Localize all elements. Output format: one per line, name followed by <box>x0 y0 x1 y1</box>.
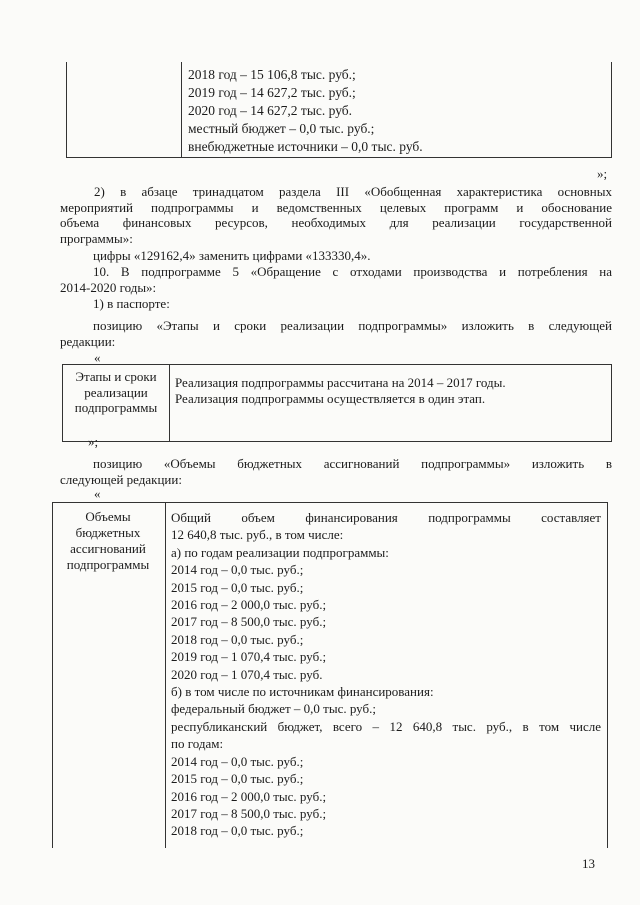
closing-quote: »; <box>88 434 99 449</box>
table-line: местный бюджет – 0,0 тыс. руб.; <box>188 121 375 136</box>
table-line: 2014 год – 0,0 тыс. руб.; <box>171 562 304 578</box>
table-line: республиканский бюджет, всего – 12 640,8 тыс. руб., в том числе <box>171 718 601 734</box>
paragraph-line: 10. В подпрограмме 5 «Обращение с отходами производства и потребления на <box>93 264 612 279</box>
table-line: 2018 год – 15 106,8 тыс. руб.; <box>188 67 356 82</box>
table-line: по годам: <box>171 736 224 752</box>
open-quote: « <box>94 486 101 501</box>
table-line: 2014 год – 0,0 тыс. руб.; <box>171 753 304 769</box>
paragraph-line: мероприятий подпрограммы и ведомственных целевых программ и обоснование <box>60 199 612 215</box>
table-line: 2020 год – 14 627,2 тыс. руб. <box>188 103 353 118</box>
table-line: 2020 год – 1 070,4 тыс. руб. <box>171 666 323 682</box>
table-left-cell <box>63 369 169 416</box>
paragraph-item-2 <box>60 184 612 246</box>
table-right-cell <box>188 66 598 156</box>
table-left-cell <box>55 509 161 573</box>
table-line: бюджетных <box>75 525 141 540</box>
table-line: ассигнований <box>70 541 146 556</box>
table-line: 2016 год – 2 000,0 тыс. руб.; <box>171 788 327 804</box>
table-line: Объемы <box>85 509 131 524</box>
paragraph-line: объема финансовых ресурсов, необходимых для реализации государственной <box>60 215 612 230</box>
table-right-cell <box>175 375 605 406</box>
paragraph-line: следующей редакции: <box>60 471 182 487</box>
table-line: б) в том числе по источникам финансирования: <box>171 684 434 700</box>
page-number: 13 <box>582 856 595 871</box>
table-line: 2019 год – 1 070,4 тыс. руб.; <box>171 649 327 665</box>
table-divider <box>169 365 170 441</box>
table-right-cell <box>171 509 601 840</box>
closing-quote: »; <box>597 166 608 181</box>
paragraph-line: редакции: <box>60 333 116 349</box>
table-line: 2017 год – 8 500,0 тыс. руб.; <box>171 614 327 630</box>
stages-table <box>62 364 612 442</box>
table-line: 2015 год – 0,0 тыс. руб.; <box>171 771 304 787</box>
paragraph-item-10 <box>60 264 612 295</box>
table-line: Реализация подпрограммы рассчитана на 2014 – 2017 годы. <box>175 375 506 390</box>
digits-replacement: цифры «129162,4» заменить цифрами «133330,4». <box>93 248 371 263</box>
table-line: 2019 год – 14 627,2 тыс. руб.; <box>188 85 356 100</box>
table-line: подпрограммы <box>66 557 150 572</box>
open-quote: « <box>94 350 101 365</box>
table-line: реализации <box>84 384 148 400</box>
position-stages-paragraph <box>60 318 612 349</box>
table-line: а) по годам реализации подпрограммы: <box>171 544 389 560</box>
table-line: 2016 год – 2 000,0 тыс. руб.; <box>171 597 327 613</box>
volumes-table <box>52 502 608 848</box>
paragraph-line: позицию «Объемы бюджетных ассигнований подпрограммы» изложить в <box>93 456 612 471</box>
paragraph-line: 2) в абзаце тринадцатом раздела III «Обобщенная характеристика основных <box>94 184 612 199</box>
table-line: федеральный бюджет – 0,0 тыс. руб.; <box>171 701 376 717</box>
table-line: 2017 год – 8 500,0 тыс. руб.; <box>171 805 327 821</box>
table-line: подпрограммы <box>74 400 158 415</box>
paragraph-line: программы»: <box>60 230 133 246</box>
financing-table-top <box>66 62 612 158</box>
table-divider <box>181 62 182 157</box>
position-volumes-paragraph <box>60 456 612 487</box>
table-line: 2018 год – 0,0 тыс. руб.; <box>171 823 304 839</box>
table-line: 2018 год – 0,0 тыс. руб.; <box>171 631 304 647</box>
table-divider <box>165 503 166 848</box>
table-line: 12 640,8 тыс. руб., в том числе: <box>171 527 344 543</box>
passport-heading: 1) в паспорте: <box>93 296 170 311</box>
table-line: Общий объем финансирования подпрограммы составляет <box>171 510 601 525</box>
table-line: внебюджетные источники – 0,0 тыс. руб. <box>188 139 423 154</box>
paragraph-line: 2014-2020 годы»: <box>60 279 157 295</box>
table-line: 2015 год – 0,0 тыс. руб.; <box>171 579 304 595</box>
paragraph-line: позицию «Этапы и сроки реализации подпрограммы» изложить в следующей <box>93 318 612 333</box>
table-line: Этапы и сроки <box>75 369 157 384</box>
table-line: Реализация подпрограммы осуществляется в один этап. <box>175 390 486 406</box>
